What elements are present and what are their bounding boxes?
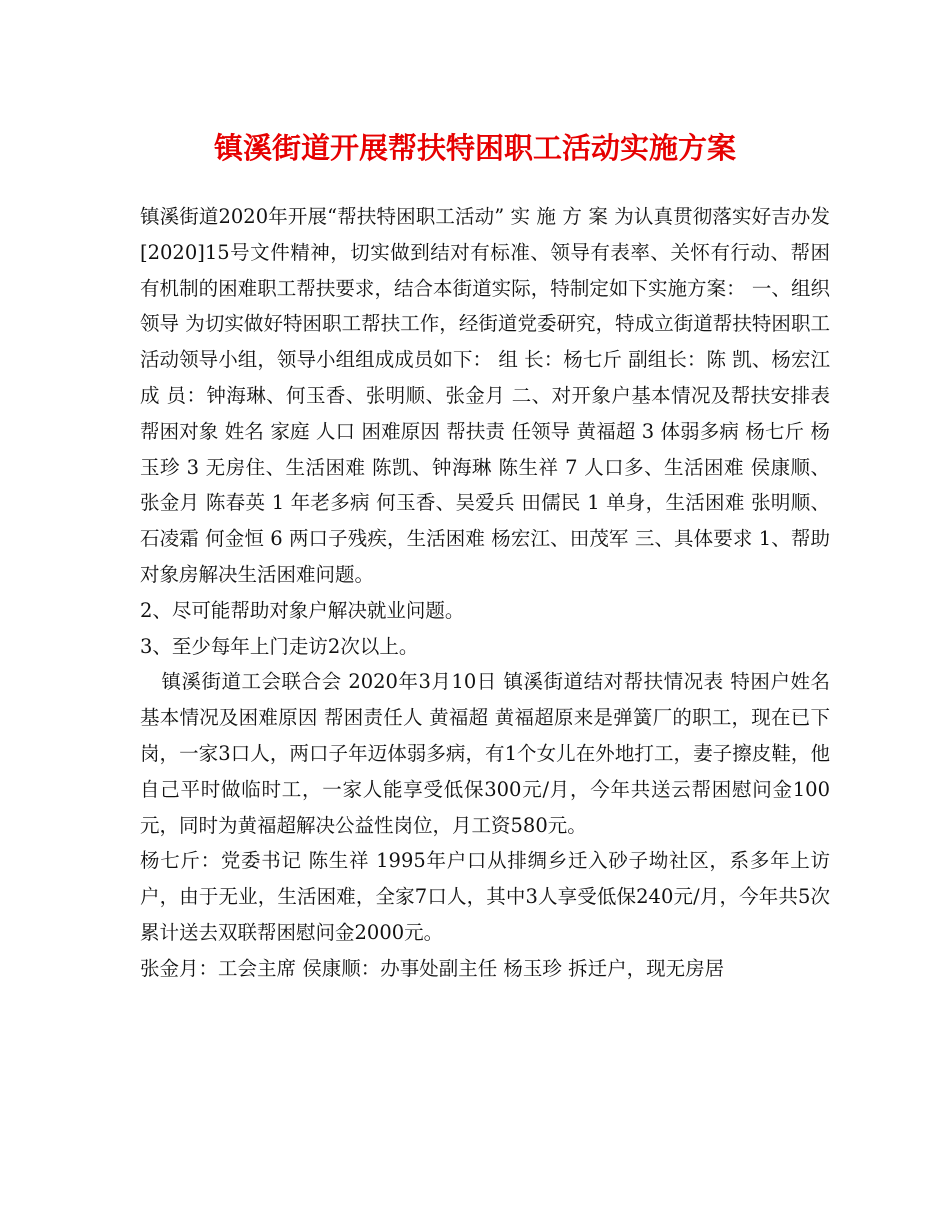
paragraph-plan-overview: 镇溪街道2020年开展“帮扶特困职工活动” 实 施 方 案 为认真贯彻落实好吉办发[2020]15号文件精神，切实做到结对有标准、领导有表率、关怀有行动、帮困有机制的困难职工帮扶要求，结合本街道实际，特制定如下实施方案： 一、组织领导 为切实做好特困职工帮扶工作，经街道党委研究，特成立街道帮扶特困职工活动领导小组，领导小组组成成员如下： 组 长：杨七斤 副组长：陈 凯、杨宏江 成 员：钟海琳、何玉香、张明顺、张金月 二、对开象户基本情况及帮扶安排表 帮困对象 姓名 家庭 人口 困难原因 帮扶责 任领导 黄福超 3 体弱多病 杨七斤 杨玉珍 3 无房住、生活困难 陈凯、钟海琳 陈生祥 7 人口多、生活困难 侯康顺、张金月 陈春英 1 年老多病 何玉香、吴爱兵 田儒民 1 单身，生活困难 张明顺、石凌霜 何金恒 6 两口子残疾，生活困难 杨宏江、田茂军 三、具体要求 1、帮助对象房解决生活困难问题。	[140, 205, 830, 586]
document-title: 镇溪街道开展帮扶特困职工活动实施方案	[213, 131, 736, 165]
paragraph-requirement-visits: 3、至少每年上门走访2次以上。	[140, 634, 419, 658]
paragraph-yang-yuzhen: 张金月：工会主席 侯康顺：办事处副主任 杨玉珍 拆迁户，现无房居	[140, 956, 725, 980]
document-body	[140, 199, 830, 987]
paragraph-chen-shengxiang: 杨七斤：党委书记 陈生祥 1995年户口从排绸乡迁入砂子坳社区，系多年上访户，由于无业，生活困难，全家7口人，其中3人享受低保240元/月，今年共5次累计送去双联帮困慰问金2000元。	[140, 849, 830, 944]
paragraph-signature-and-table: 镇溪街道工会联合会 2020年3月10日 镇溪街道结对帮扶情况表 特困户姓名 基本情况及困难原因 帮困责任人 黄福超 黄福超原来是弹簧厂的职工，现在已下岗，一家3口人，两口子年迈体弱多病，有1个女儿在外地打工，妻子擦皮鞋，他自己平时做临时工，一家人能享受低保300元/月，今年共送云帮困慰问金100元，同时为黄福超解决公益性岗位，月工资580元。	[140, 670, 830, 837]
paragraph-requirement-employment: 2、尽可能帮助对象户解决就业问题。	[140, 598, 465, 622]
